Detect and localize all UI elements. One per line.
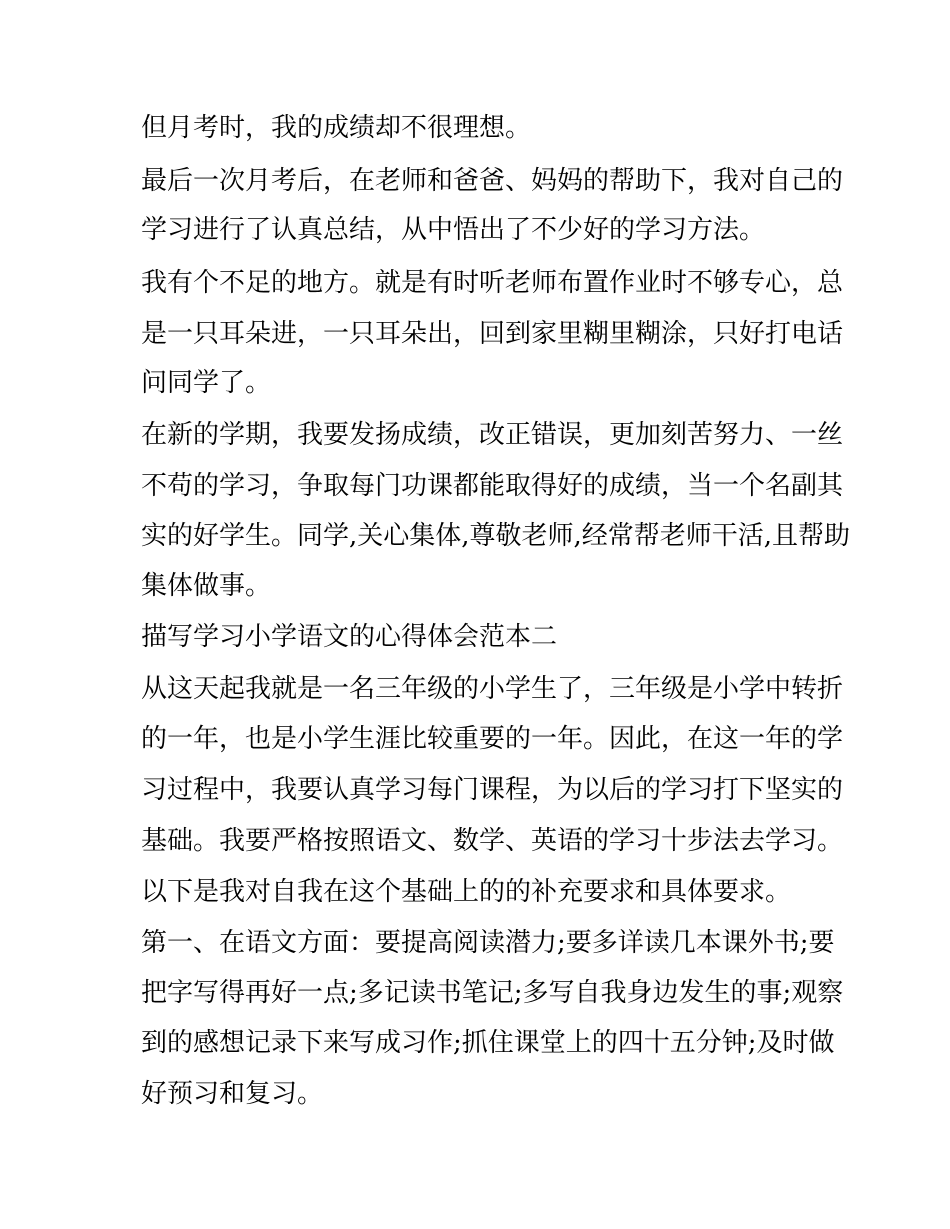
- text-line: 不苟的学习，争取每门功课都能取得好的成绩，当一个名副其: [141, 471, 844, 501]
- text-line: 在新的学期，我要发扬成绩，改正错误，更加刻苦努力、一丝: [141, 420, 844, 450]
- text-line: 是一只耳朵进，一只耳朵出，回到家里糊里糊涂，只好打电话: [141, 319, 844, 349]
- text-line: 集体做事。: [141, 571, 272, 601]
- text-line: 最后一次月考后，在老师和爸爸、妈妈的帮助下，我对自己的: [141, 166, 844, 196]
- text-line: 基础。我要严格按照语文、数学、英语的学习十步法去学习。: [141, 826, 844, 856]
- text-line: 第一、在语文方面：要提高阅读潜力;要多详读几本课外书;要: [141, 928, 835, 958]
- text-line: 学习进行了认真总结，从中悟出了不少好的学习方法。: [141, 215, 766, 245]
- text-line: 的一年，也是小学生涯比较重要的一年。因此，在这一年的学: [141, 724, 844, 754]
- text-line: 到的感想记录下来写成习作;抓住课堂上的四十五分钟;及时做: [141, 1028, 835, 1058]
- text-line: 但月考时，我的成绩却不很理想。: [141, 113, 532, 143]
- text-line: 我有个不足的地方。就是有时听老师布置作业时不够专心，总: [141, 268, 844, 298]
- text-line: 问同学了。: [141, 368, 272, 398]
- text-line: 以下是我对自我在这个基础上的的补充要求和具体要求。: [141, 877, 792, 907]
- section-heading: 描写学习小学语文的心得体会范本二: [141, 622, 558, 652]
- text-line: 实的好学生。同学,关心集体,尊敬老师,经常帮老师干活,且帮助: [141, 521, 851, 551]
- text-line: 把字写得再好一点;多记读书笔记;多写自我身边发生的事;观察: [141, 978, 844, 1008]
- text-line: 习过程中，我要认真学习每门课程，为以后的学习打下坚实的: [141, 775, 844, 805]
- text-line: 从这天起我就是一名三年级的小学生了，三年级是小学中转折: [141, 674, 844, 704]
- text-line: 好预习和复习。: [141, 1079, 324, 1109]
